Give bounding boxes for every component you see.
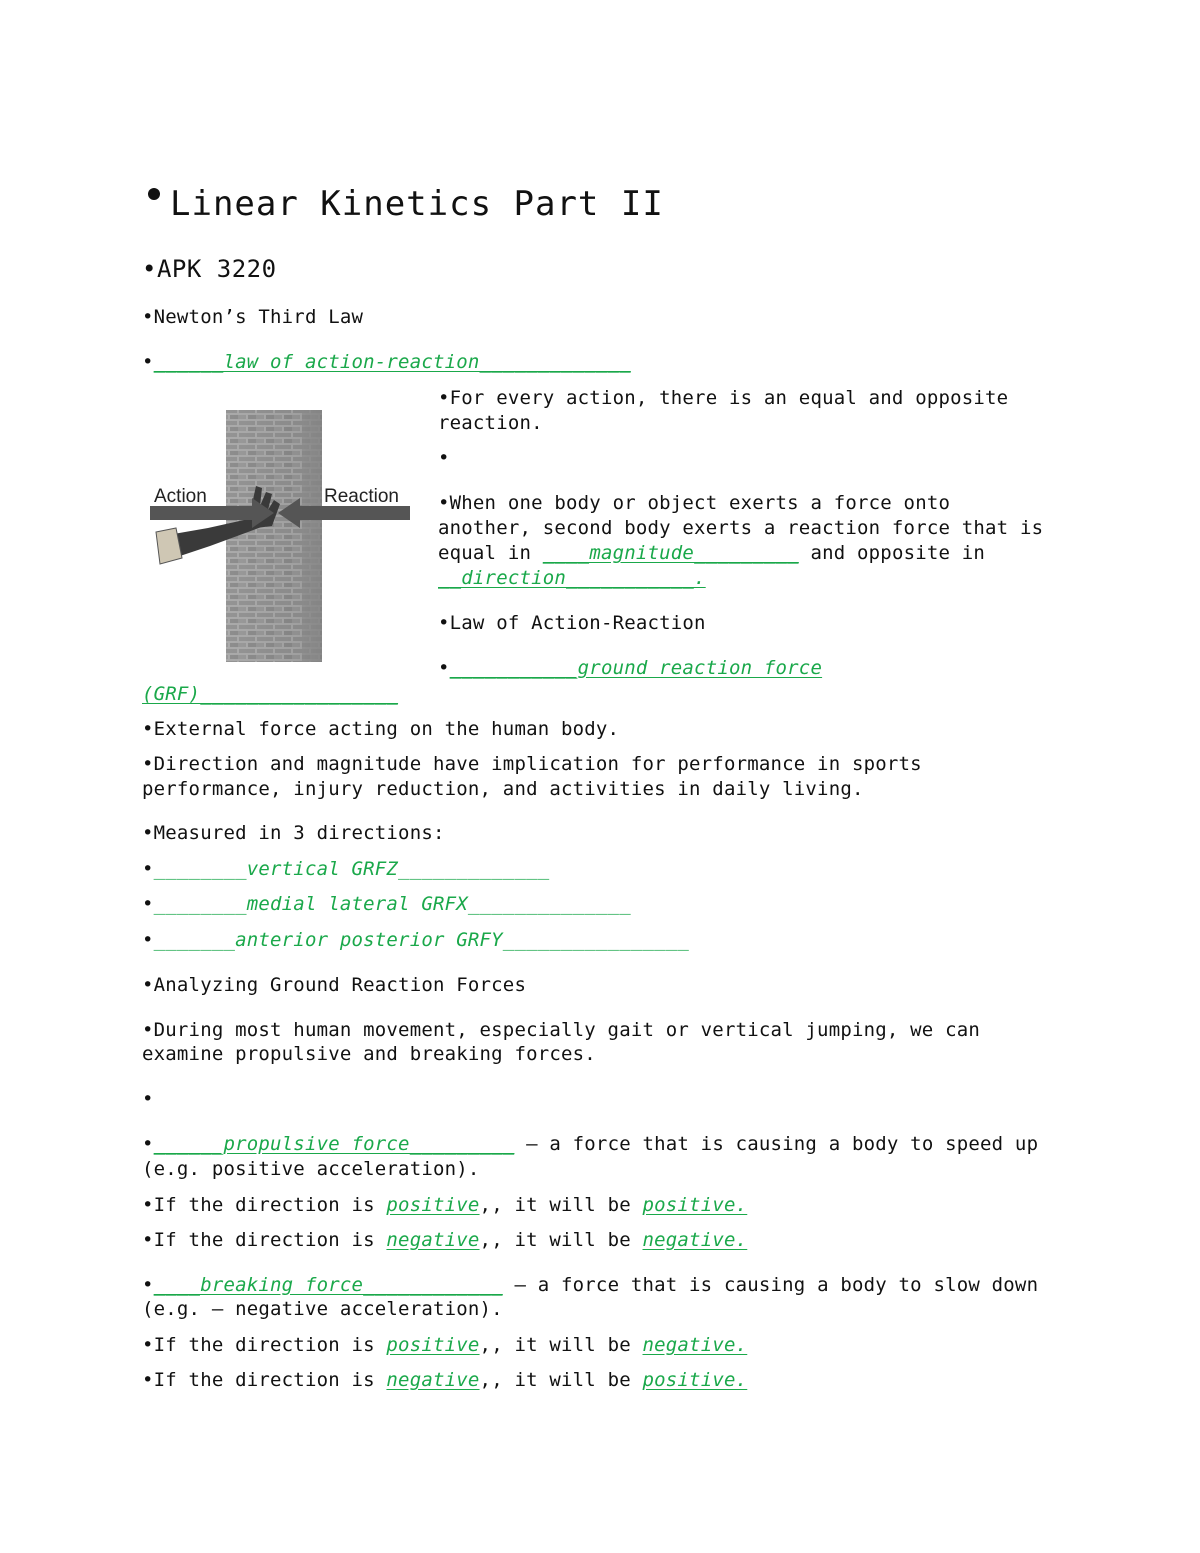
course-code: •APK 3220 [142,255,277,283]
direction-magnitude-line1: •Direction and magnitude have implication for performance in sports [142,753,922,775]
blank-anterior-posterior-grfy: •_______anterior posterior GRFY________________ [142,929,690,951]
action-label: Action [154,486,207,507]
breaking-force-line1: •____breaking force____________ – a force that is causing a body to slow down [142,1274,1039,1296]
measured-3-directions: •Measured in 3 directions: [142,822,445,844]
wall-push-illustration [148,408,414,664]
page-title: Linear Kinetics Part II [148,184,664,224]
blank-breaking-force: ____breaking force____________ [153,1274,503,1296]
action-arrow [150,506,254,520]
reaction-label: Reaction [324,486,399,507]
during-movement-line2: examine propulsive and breaking forces. [142,1043,596,1065]
blank-law-of-action-reaction: •______law of action-reaction_____________ [142,351,631,373]
when-one-body-line3: equal in ____magnitude_________ and opposite in [438,542,986,564]
for-every-action-line1: •For every action, there is an equal and opposite [438,387,1009,409]
propulsive-if-positive: •If the direction is positive,, it will be positive. [142,1194,748,1216]
blank-magnitude: ____magnitude_________ [542,542,799,564]
empty-bullet: • [438,447,450,469]
blank-vertical-grfz: •________vertical GRFZ_____________ [142,858,550,880]
when-one-body-line2: another, second body exerts a reaction force that is [438,517,1044,539]
reaction-arrow [298,506,410,520]
propulsive-force-line2: (e.g. positive acceleration). [142,1158,480,1180]
blank-medial-lateral-grfx: •________medial lateral GRFX______________ [142,893,631,915]
propulsive-if-negative: •If the direction is negative,, it will be negative. [142,1229,748,1251]
external-force: •External force acting on the human body. [142,718,620,740]
direction-magnitude-line2: performance, injury reduction, and activities in daily living. [142,778,864,800]
when-one-body-line1: •When one body or object exerts a force onto [438,492,951,514]
breaking-force-line2: (e.g. – negative acceleration). [142,1298,503,1320]
breaking-if-negative: •If the direction is negative,, it will be positive. [142,1369,748,1391]
blank-grf-line2: (GRF)_________________ [142,683,399,705]
analyzing-grf-heading: •Analyzing Ground Reaction Forces [142,974,527,996]
during-movement-line1: •During most human movement, especially gait or vertical jumping, we can [142,1019,981,1041]
propulsive-force-line1: •______propulsive force_________ – a force that is causing a body to speed up [142,1133,1039,1155]
blank-direction: __direction___________. [438,567,706,589]
bullet-dot [148,188,160,200]
law-of-action-reaction: •Law of Action-Reaction [438,612,706,634]
action-reaction-figure [148,408,414,664]
for-every-action-line2: reaction. [438,412,543,434]
blank-propulsive-force: ______propulsive force_________ [153,1133,515,1155]
breaking-if-positive: •If the direction is positive,, it will be negative. [142,1334,748,1356]
newtons-third-law: •Newton’s Third Law [142,306,364,328]
empty-bullet-2: • [142,1088,154,1110]
blank-grf-line1: •___________ground reaction force [438,657,823,679]
